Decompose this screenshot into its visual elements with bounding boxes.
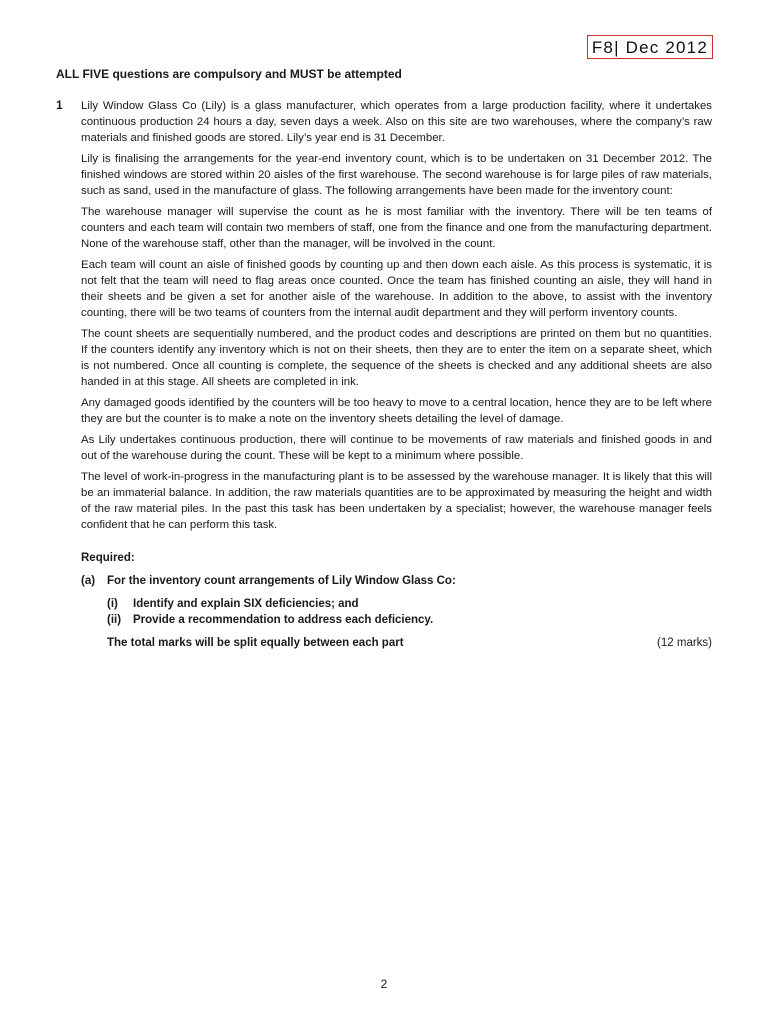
paragraph: Each team will count an aisle of finished goods by counting up and then down each aisle. As this process is systematic, it is not felt that the team will need to flag areas once counted. Once the team has finished counting an aisle, they will hand in their sheets and be given a set for another aisle of the warehouse. In addition to the above, to assist with the inventory counting, there will be two teams of counters from the internal audit department and they will perform inventory counts. <box>81 259 712 319</box>
sub-item-label: (ii) <box>107 614 122 626</box>
marks-line <box>107 635 712 651</box>
paragraph: The level of work-in-progress in the manufacturing plant is to be assessed by the warehouse manager. It is likely that this will be an immaterial balance. In addition, the raw materials quantities are to be approximated by measuring the height and width of the raw material piles. In the past this task has been undertaken by a specialist; however, the warehouse manager feels confident that he can perform this task. <box>81 471 712 531</box>
paragraph: The count sheets are sequentially numbered, and the product codes and descriptions are printed on them but no quantities. If the counters identify any inventory which is not on their sheets, then they are to enter the item on a separate sheet, which is not numbered. Once all counting is complete, the sequence of the sheets is checked and any additional sheets are also handed in at this stage. All sheets are completed in ink. <box>81 328 712 388</box>
paragraph: The warehouse manager will supervise the count as he is most familiar with the inventory. There will be ten teams of counters and each team will contain two members of staff, one from the finance and one from the manufacturing department. None of the warehouse staff, other than the manager, will be involved in the count. <box>81 206 712 250</box>
required-heading: Required: <box>81 552 135 564</box>
sub-item-text: Provide a recommendation to address each deficiency. <box>133 614 434 626</box>
sub-item <box>107 596 712 612</box>
paragraph: Lily Window Glass Co (Lily) is a glass manufacturer, which operates from a large production facility, where it undertakes continuous production 24 hours a day, seven days a week. Also on this site are two warehouses, where the company’s raw materials and finished goods are stored. Lily’s year end is 31 December. <box>81 100 712 144</box>
sub-item-list <box>107 596 712 628</box>
marks-note: The total marks will be split equally between each part <box>107 637 404 649</box>
paper-code-box: F8| Dec 2012 <box>587 35 713 59</box>
paragraph: As Lily undertakes continuous production, there will continue to be movements of raw materials and finished goods in and out of the warehouse during the count. These will be kept to a minimum where possible. <box>81 434 712 462</box>
page-number: 2 <box>380 977 388 991</box>
sub-item-label: (i) <box>107 598 118 610</box>
part-a-text: For the inventory count arrangements of Lily Window Glass Co: <box>107 575 456 587</box>
paragraph: Lily is finalising the arrangements for the year-end inventory count, which is to be undertaken on 31 December 2012. The finished windows are stored within 20 aisles of the first warehouse. The second warehouse is for large piles of raw materials, such as sand, used in the manufacture of glass. The following arrangements have been made for the inventory count: <box>81 153 712 197</box>
exam-instruction: ALL FIVE questions are compulsory and MUST be attempted <box>56 67 402 81</box>
paragraph: Any damaged goods identified by the counters will be too heavy to move to a central location, hence they are to be left where they are but the counter is to make a note on the inventory sheets detailing the level of damage. <box>81 397 712 425</box>
question-body <box>81 98 712 651</box>
marks-value: (12 marks) <box>657 637 712 649</box>
part-a <box>81 573 712 589</box>
part-a-label: (a) <box>81 575 96 587</box>
sub-item <box>107 612 712 628</box>
question-number: 1 <box>56 98 63 112</box>
sub-item-text: Identify and explain SIX deficiencies; and <box>133 598 359 610</box>
